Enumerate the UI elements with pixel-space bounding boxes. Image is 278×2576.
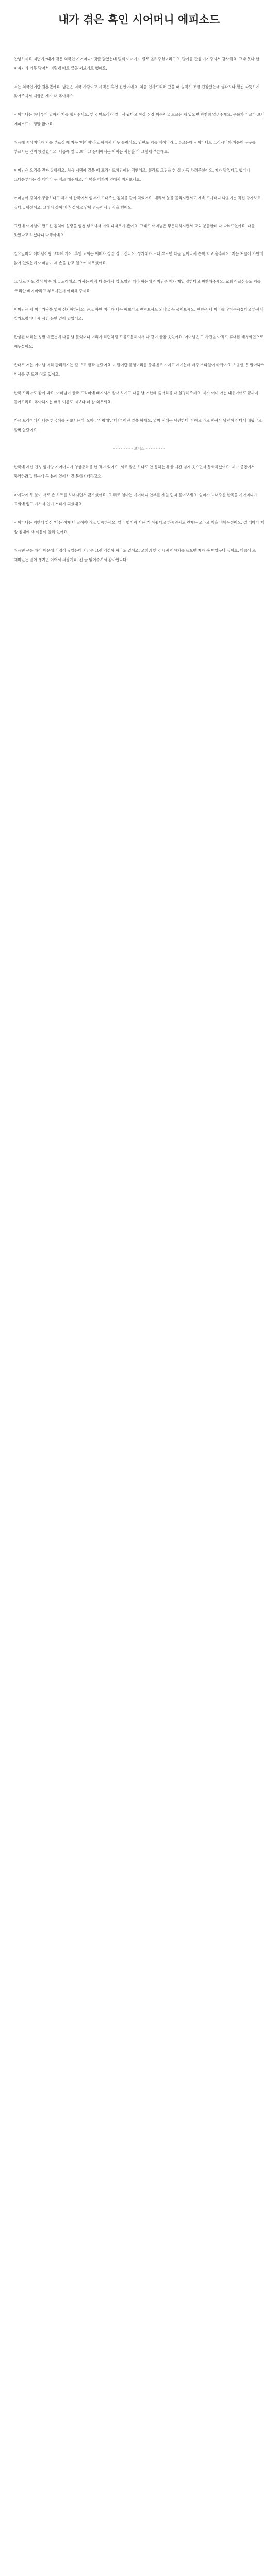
- paragraph: 완성된 머리는 정말 예뻤는데 다음 날 풀었더니 머리가 라면처럼 꼬불꼬불해져서 다 같이 한참 웃었어요. 어머님은 그 사진을 아직도 휴대폰 배경화면으로 해두셨어요.: [14, 335, 264, 349]
- paragraph: 안녕하세요 저번에 "내가 겪은 외국인 시어머니" 댓글 달았는데 벌써 이어가기 글로 올려주셨더라구요. 많이들 관심 가져주셔서 감사해요. 그때 못다 한 이야기가 너무 많아서 이렇게 따로 글을 써보기로 했어요.: [14, 57, 260, 71]
- article-title: 내가 겪은 흑인 시어머니 에피소드: [58, 13, 220, 26]
- article-body: [14, 55, 265, 574]
- paragraph: 그 뒤로 저도 같이 박수 치고 노래해요. 가사는 아직 다 몰라서 입 모양만 따라 하는데 어머님은 제가 제일 잘한다고 칭찬해주세요. 교회 어르신들도 저를 '코리안 베이비'라고 부르시면서 예뻐해 주세요.: [14, 279, 261, 293]
- paragraph: 처음엔 문화 차이 때문에 걱정이 많았는데 지금은 그런 걱정이 하나도 없어요. 오히려 한국 시댁 이야기를 들으면 제가 복 받았구나 싶어요. 다음에 또 재미있는 일이 생기면 이어서 써볼게요. 긴 글 읽어주셔서 감사합니다!: [14, 548, 256, 562]
- paragraph: 저는 외국인이랑 결혼했어요. 남편은 미국 사람이고 시댁은 흑인 집안이에요. 처음 인사드리러 갔을 때 솔직히 조금 긴장했는데 생각보다 훨씬 따뜻하게 맞아주셔서 지금은 제가 더 좋아해요.: [14, 84, 260, 98]
- paragraph: 어머님은 제 머리카락을 엄청 신기해하세요. 곧고 까만 머리가 너무 예쁘다고 만져보셔도 되냐고 꼭 물어보세요. 한번은 제 머리를 땋아주시겠다고 하셔서 맡겨드렸더니 세 시간 동안 앉아 있었어요.: [14, 307, 264, 321]
- paragraph: 한국 드라마도 같이 봐요. 어머님이 한국 드라마에 빠지셔서 밤새 보시고 다음 날 저한테 줄거리를 다 설명해주세요. 제가 이미 아는 내용이어도 끝까지 들어드려요. 좋아하시는 배우 이름도 저보다 더 잘 외우세요.: [14, 391, 258, 404]
- bonus-divider: - - - - - - - - 보너스 - - - - - - - -: [113, 446, 166, 451]
- paragraph: 한국에 계신 친정 엄마랑 시어머니가 영상통화를 한 적이 있어요. 서로 말은 하나도 안 통하는데 한 시간 넘게 웃으면서 통화하셨어요. 제가 중간에서 통역하려고 했는데 두 분이 알아서 잘 통하시더라고요.: [14, 465, 255, 479]
- paragraph: 가끔 드라마에서 나온 한국어를 써보시는데 '오빠', '사랑해', '대박' 이런 말을 하세요. 얼마 전에는 남편한테 '아이고'라고 하셔서 남편이 어디서 배웠냐고 깜짝 놀랐어요.: [14, 418, 262, 432]
- paragraph: 어머님이 김치가 궁금하다고 하셔서 한국에서 엄마가 보내주신 김치를 같이 먹었어요. 매워서 눈물 흘리시면서도 계속 드시더니 다음에는 직접 담가보고 싶다고 하셨어요. 그래서 같이 배추 절이고 양념 만들어서 김장을 했어요.: [14, 196, 261, 210]
- paragraph: 일요일마다 어머님이랑 교회에 가요. 흑인 교회는 예배가 정말 길고 신나요. 성가대가 노래 부르면 다들 일어나서 손뼉 치고 춤추세요. 저는 처음에 가만히 앉아 있었는데 어머님이 제 손을 잡고 일으켜 세우셨어요.: [14, 251, 264, 265]
- paragraph: 시어머니는 저한테 항상 '너는 이제 내 딸이야'라고 말씀하세요. 멀리 떨어져 사는 게 아쉽다고 하시면서도 언제든 오라고 방을 비워두셨어요. 갈 때마다 제 방 침대에 새 이불이 깔려 있어요.: [14, 520, 265, 534]
- paragraph: 시어머니는 하나부터 열까지 저를 챙겨주세요. 한국 며느리가 멀리서 왔다고 항상 신경 써주시고 모르는 게 있으면 천천히 알려주세요. 문화가 다르다 보니 에피소드가 정말 많아요.: [14, 112, 265, 126]
- paragraph: 그런데 어머님이 만드신 김치에 설탕을 엄청 넣으셔서 거의 디저트가 됐어요. 그래도 어머님은 뿌듯해하시면서 교회 분들한테 다 나눠드렸어요. 다들 맛있다고 하셨다니 다행이에요.: [14, 224, 255, 238]
- paragraph: 반대로 저는 어머님 머리 관리하시는 걸 보고 깜짝 놀랐어요. 가발이랑 붙임머리를 종류별로 가지고 계시는데 매주 스타일이 바뀌어요. 처음엔 못 알아봐서 인사를 못 드린 적도 있어요.: [14, 363, 265, 377]
- paragraph: 어머님은 요리를 진짜 잘하세요. 처음 시댁에 갔을 때 프라이드치킨이랑 맥앤치즈, 콜라드 그린을 한 상 가득 차려주셨어요. 제가 맛있다고 했더니 그다음부터는 갈 때마다 두 배로 해주세요. 다 먹을 때까지 옆에서 지켜보세요.: [14, 168, 250, 182]
- paragraph: 마지막에 두 분이 서로 손 하트를 보내시면서 끊으셨어요. 그 뒤로 엄마는 시어머니 안부를 제일 먼저 물어보세요. 엄마가 보내주신 한복을 시어머니가 교회에 입고 가셔서 인기 스타가 되셨대요.: [14, 493, 257, 506]
- paragraph: 처음에 시어머니가 저를 부르실 때 자꾸 '베이비'라고 하셔서 너무 놀랐어요. 남편도 저를 베이비라고 부르는데 시어머니도 그러시니까 처음엔 누구를 부르시는 건지 헷갈렸어요. 나중에 알고 보니 그 동네에서는 아끼는 사람을 다 그렇게 부른대요.: [14, 140, 256, 154]
